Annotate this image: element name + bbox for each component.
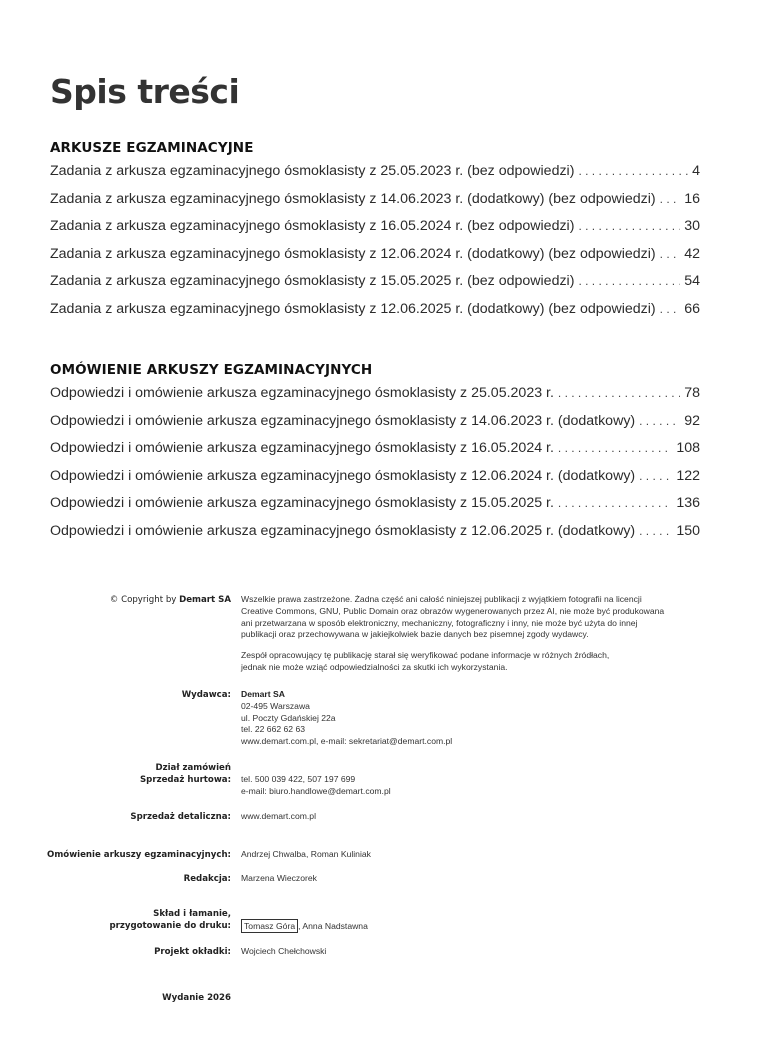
orders-info bbox=[241, 774, 711, 798]
publisher-line: 02-495 Warszawa bbox=[241, 700, 310, 711]
toc-entry[interactable] bbox=[50, 301, 700, 329]
dot-leader bbox=[578, 219, 680, 233]
review-label: Omówienie arkuszy egzaminacyjnych: bbox=[47, 850, 231, 860]
toc-entry-page: 150 bbox=[676, 522, 700, 539]
dot-leader bbox=[660, 247, 681, 261]
toc-entry[interactable] bbox=[50, 218, 700, 246]
dot-leader bbox=[578, 274, 680, 288]
toc-entry-page: 108 bbox=[676, 440, 700, 456]
toc-entry-page: 4 bbox=[692, 163, 700, 179]
toc-entry-page: 92 bbox=[684, 412, 700, 429]
rights-line: Creative Commons, GNU, Public Domain oraz obrazów wygenerowanych przez AI, nie może być produkowana bbox=[241, 605, 665, 616]
toc-entry-page: 78 bbox=[684, 385, 700, 401]
copyright-label bbox=[110, 594, 231, 606]
rights-text bbox=[241, 594, 711, 674]
toc-entry-page: 16 bbox=[684, 190, 700, 207]
toc-entry-title: Odpowiedzi i omówienie arkusza egzaminacyjnego ósmoklasisty z 15.05.2025 r. bbox=[50, 495, 554, 511]
dot-leader bbox=[639, 414, 680, 428]
toc-entry[interactable] bbox=[50, 273, 700, 301]
dot-leader bbox=[660, 192, 681, 206]
publisher-line: tel. 22 662 62 63 bbox=[241, 724, 306, 735]
copyright-holder: Demart SA bbox=[179, 595, 231, 605]
toc-entry-title: Zadania z arkusza egzaminacyjnego ósmoklasisty z 12.06.2024 r. (dodatkowy) (bez odpowiedzi) bbox=[50, 245, 656, 262]
toc-entry[interactable] bbox=[50, 440, 700, 468]
toc-entry-page: 42 bbox=[684, 245, 700, 262]
toc-list-exam-review bbox=[50, 385, 700, 550]
toc-entry[interactable] bbox=[50, 468, 700, 496]
orders-line: e-mail: biuro.handlowe@demart.com.pl bbox=[241, 785, 391, 796]
toc-entry[interactable] bbox=[50, 246, 700, 274]
retail-value: www.demart.com.pl bbox=[241, 811, 316, 821]
dot-leader bbox=[578, 164, 688, 178]
toc-entry[interactable] bbox=[50, 413, 700, 441]
publisher-info bbox=[241, 689, 711, 748]
toc-entry-title: Odpowiedzi i omówienie arkusza egzaminacyjnego ósmoklasisty z 14.06.2023 r. (dodatkowy) bbox=[50, 412, 636, 429]
toc-entry[interactable] bbox=[50, 163, 700, 191]
dot-leader bbox=[558, 441, 672, 455]
toc-entry-title: Odpowiedzi i omówienie arkusza egzaminacyjnego ósmoklasisty z 25.05.2023 r. bbox=[50, 385, 554, 401]
edition-label: Wydanie 2026 bbox=[162, 993, 231, 1003]
dot-leader bbox=[660, 302, 681, 316]
cover-label: Projekt okładki: bbox=[154, 947, 231, 957]
toc-entry-title: Odpowiedzi i omówienie arkusza egzaminacyjnego ósmoklasisty z 12.06.2024 r. (dodatkowy) bbox=[50, 467, 636, 484]
toc-entry-page: 54 bbox=[684, 273, 700, 289]
orders-label-line: Sprzedaż hurtowa: bbox=[139, 775, 231, 785]
orders-label bbox=[140, 762, 231, 786]
editor-value: Marzena Wieczorek bbox=[241, 873, 317, 883]
copyright-prefix: © Copyright by bbox=[109, 595, 177, 605]
toc-entry[interactable] bbox=[50, 523, 700, 551]
toc-entry-title: Odpowiedzi i omówienie arkusza egzaminacyjnego ósmoklasisty z 12.06.2025 r. (dodatkowy) bbox=[50, 522, 636, 539]
toc-list-exam-sheets bbox=[50, 163, 700, 328]
toc-entry-page: 136 bbox=[676, 495, 700, 511]
disclaimer-line: Zespół opracowujący tę publikację starał się weryfikować podane informacje w różnych źródłach, bbox=[241, 650, 610, 661]
toc-entry-title: Zadania z arkusza egzaminacyjnego ósmoklasisty z 25.05.2023 r. (bez odpowiedzi) bbox=[50, 163, 575, 179]
typesetting-label bbox=[109, 908, 231, 932]
typesetting-label-line: Skład i łamanie, bbox=[153, 909, 231, 919]
orders-label-line: Dział zamówień bbox=[155, 763, 231, 773]
toc-entry-title: Odpowiedzi i omówienie arkusza egzaminacyjnego ósmoklasisty z 16.05.2024 r. bbox=[50, 440, 554, 456]
publisher-line: ul. Poczty Gdańskiej 22a bbox=[241, 712, 336, 723]
toc-entry-page: 66 bbox=[684, 300, 700, 317]
dot-leader bbox=[558, 496, 672, 510]
typesetter-boxed-name: Tomasz Góra bbox=[241, 919, 298, 933]
rights-line: publikacji oraz przechowywana w jakiejkolwiek bazie danych bez pisemnej zgody wydawcy. bbox=[241, 629, 589, 640]
dot-leader bbox=[558, 386, 680, 400]
toc-entry-page: 30 bbox=[684, 218, 700, 234]
dot-leader bbox=[639, 524, 672, 538]
cover-value: Wojciech Chełchowski bbox=[241, 946, 327, 956]
publisher-name: Demart SA bbox=[241, 689, 285, 699]
publisher-line: www.demart.com.pl, e-mail: sekretariat@demart.com.pl bbox=[241, 736, 453, 747]
dot-leader bbox=[639, 469, 672, 483]
toc-entry-title: Zadania z arkusza egzaminacyjnego ósmoklasisty z 14.06.2023 r. (dodatkowy) (bez odpowiedzi) bbox=[50, 190, 656, 207]
toc-entry[interactable] bbox=[50, 191, 700, 219]
section-heading-exam-review: OMÓWIENIE ARKUSZY EGZAMINACYJNYCH bbox=[50, 362, 373, 378]
rights-line: Wszelkie prawa zastrzeżone. Żadna część ani całość niniejszej publikacji z wyjątkiem fotografii na licencji bbox=[241, 594, 642, 604]
toc-entry-page: 122 bbox=[676, 467, 700, 484]
retail-label: Sprzedaż detaliczna: bbox=[130, 812, 231, 822]
orders-line: tel. 500 039 422, 507 197 699 bbox=[241, 774, 356, 784]
editor-label: Redakcja: bbox=[183, 874, 231, 884]
typesetting-value bbox=[241, 921, 711, 933]
publisher-label: Wydawca: bbox=[181, 690, 231, 700]
rights-line: ani przetwarzana w sposób elektroniczny, mechaniczny, fotograficzny i inny, nie może być użyta do innej bbox=[241, 617, 638, 628]
review-value: Andrzej Chwalba, Roman Kuliniak bbox=[241, 849, 371, 859]
typesetter-rest: , Anna Nadstawna bbox=[298, 921, 368, 931]
page-title: Spis treści bbox=[50, 72, 240, 111]
section-heading-exam-sheets: ARKUSZE EGZAMINACYJNE bbox=[50, 140, 254, 156]
typesetting-label-line: przygotowanie do druku: bbox=[109, 921, 231, 931]
toc-entry-title: Zadania z arkusza egzaminacyjnego ósmoklasisty z 16.05.2024 r. (bez odpowiedzi) bbox=[50, 218, 575, 234]
toc-entry-title: Zadania z arkusza egzaminacyjnego ósmoklasisty z 15.05.2025 r. (bez odpowiedzi) bbox=[50, 273, 575, 289]
toc-entry[interactable] bbox=[50, 495, 700, 523]
disclaimer-line: jednak nie może wziąć odpowiedzialności za skutki ich wykorzystania. bbox=[241, 661, 508, 672]
toc-entry[interactable] bbox=[50, 385, 700, 413]
toc-entry-title: Zadania z arkusza egzaminacyjnego ósmoklasisty z 12.06.2025 r. (dodatkowy) (bez odpowiedzi) bbox=[50, 300, 656, 317]
